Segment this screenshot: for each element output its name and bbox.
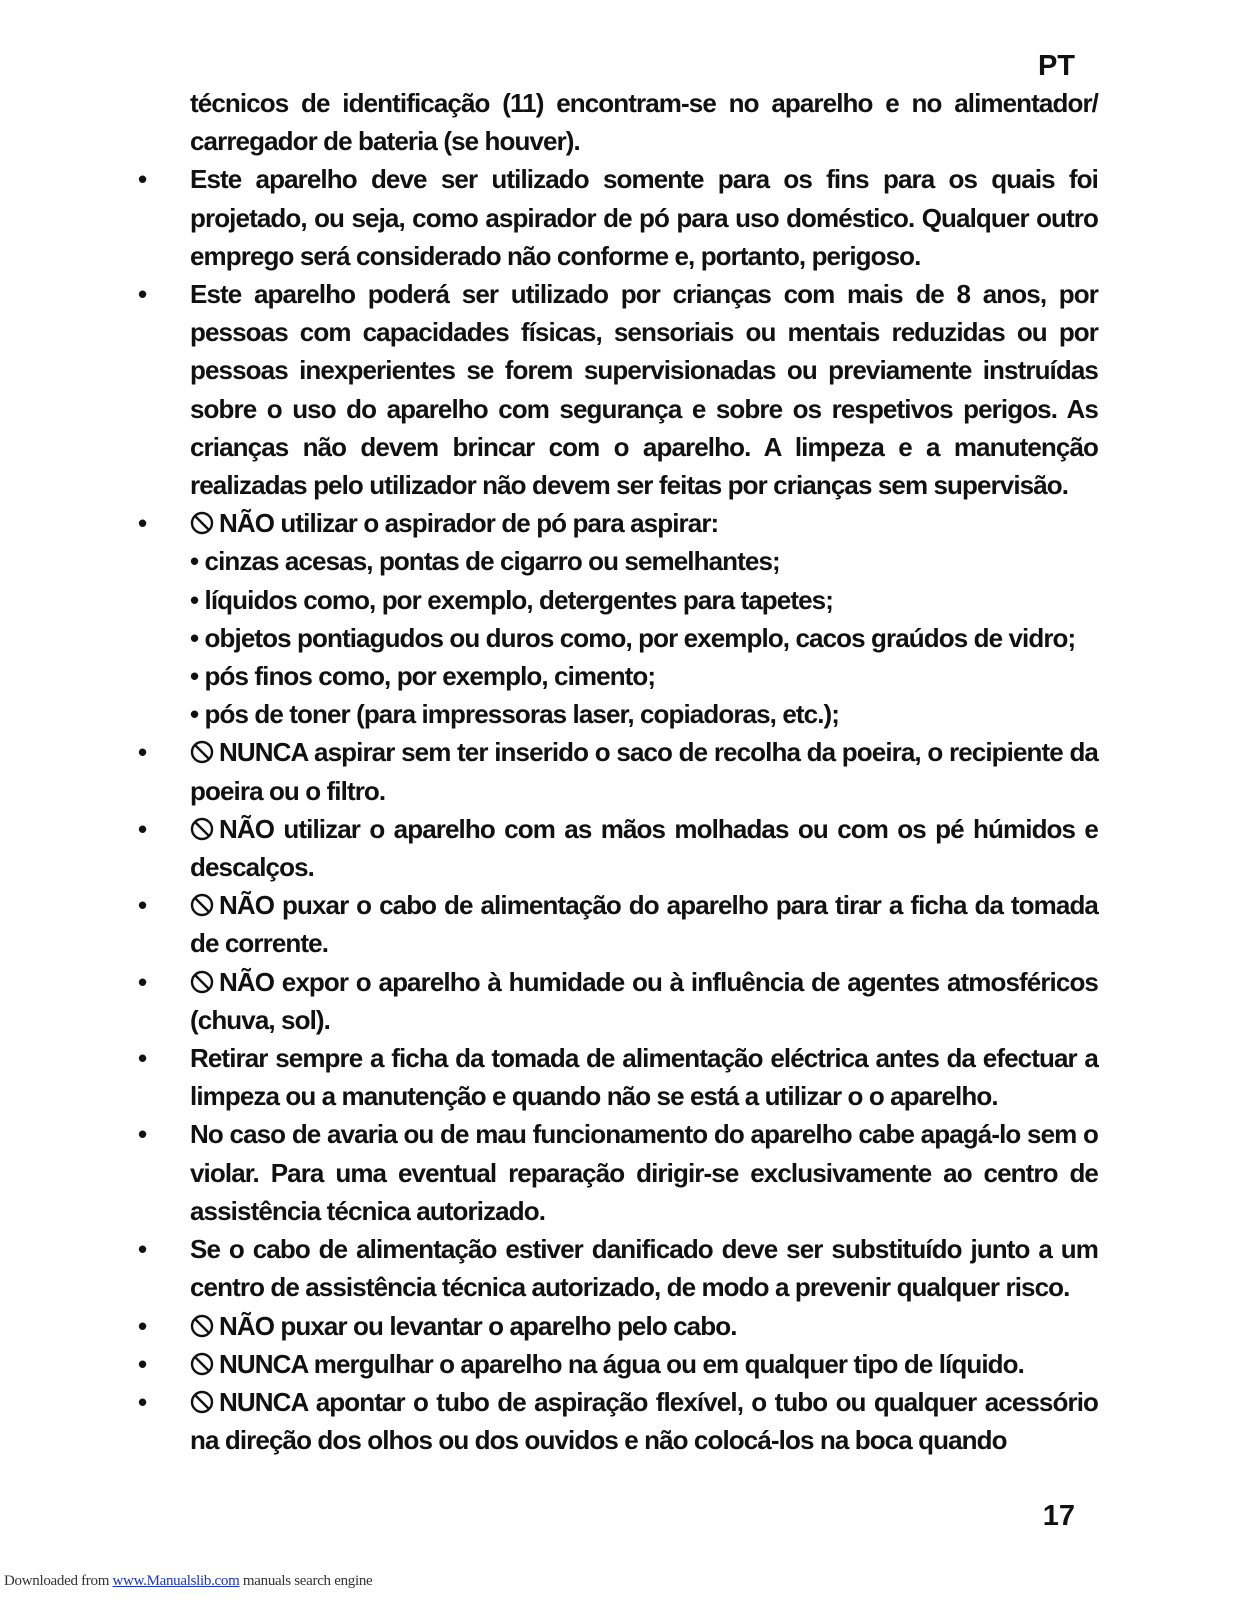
bullet: • [138,164,147,195]
list-item-text: NUNCA mergulhar o aparelho na água ou em qualquer tipo de líquido. [219,1348,1024,1379]
list-item-text: NÃO puxar ou levantar o aparelho pelo cabo. [219,1310,737,1341]
manualslib-link[interactable]: www.Manualslib.com [112,1573,240,1589]
prohibited-icon [190,1390,214,1414]
prohibited-icon [190,511,214,535]
prohibited-icon [190,893,214,917]
bullet: • [138,813,147,844]
list-item-text: Retirar sempre a ficha da tomada de alimentação eléctrica antes da efectuar a limpeza ou a manutenção e quando não se está a utilizar o o aparelho. [190,1043,1098,1112]
list-item-text: NÃO puxar o cabo de alimentação do aparelho para tirar a ficha da tomada de corrente. [190,890,1098,959]
document-body [138,84,1098,1459]
prohibited-icon [190,970,214,994]
prohibited-icon [190,1314,214,1338]
prohibited-icon [190,817,214,841]
bullet: • [138,890,147,921]
list-item [138,160,1098,275]
footer-prefix: Downloaded from [4,1573,113,1589]
prohibited-icon [190,1352,214,1376]
list-item [138,1115,1098,1230]
list-item-warning [138,963,1098,1039]
sub-list [138,542,1098,733]
sub-list-item: • pós finos como, por exemplo, cimento; [190,661,656,692]
bullet: • [138,279,147,310]
list-item-text: Se o cabo de alimentação estiver danificado deve ser substituído junto a um centro de assistência técnica autorizado, de modo a prevenir qualquer risco. [190,1234,1098,1303]
bullet: • [138,737,147,768]
list-item-warning [138,1383,1098,1459]
sub-list-item: • objetos pontiagudos ou duros como, por exemplo, cacos graúdos de vidro; [190,622,1076,653]
list-item-warning [138,886,1098,962]
language-tag: PT [1037,50,1075,82]
bullet: • [138,966,147,997]
list-item-text: No caso de avaria ou de mau funcionamento do aparelho cabe apagá-lo sem o violar. Para uma eventual reparação dirigir-se exclusivamente ao centro de assistência técnica autorizado. [190,1119,1098,1226]
bullet: • [138,1310,147,1341]
bullet: • [138,1119,147,1150]
list-item-text: NUNCA aspirar sem ter inserido o saco de recolha da poeira, o recipiente da poeira ou o filtro. [190,737,1098,806]
sub-list-item: • líquidos como, por exemplo, detergentes para tapetes; [190,584,833,615]
footer-suffix: manuals search engine [239,1573,373,1589]
list-item-warning [138,733,1098,809]
list-item-warning [138,1307,1098,1345]
download-footer [4,1573,372,1590]
list-item-text: NUNCA apontar o tubo de aspiração flexível, o tubo ou qualquer acessório na direção dos olhos ou dos ouvidos e não colocá-los na boca quando [190,1386,1098,1456]
intro-paragraph: técnicos de identificação (11) encontram-se no aparelho e no alimentador/ carregador de bateria (se houver). [190,88,1098,157]
bullet: • [138,1043,147,1074]
bullet: • [138,1348,147,1379]
list-item [138,1039,1098,1115]
list-item-text: Este aparelho poderá ser utilizado por crianças com mais de 8 anos, por pessoas com capacidades físicas, sensoriais ou mentais reduzidas ou por pessoas inexperientes se forem supervisionadas ou previamente instruídas sobre o uso do aparelho com segurança e sobre os respetivos perigos. As crianças não devem brincar com o aparelho. A limpeza e a manutenção realizadas pelo utilizador não devem ser feitas por crianças sem supervisão. [190,279,1098,501]
bullet: • [138,1234,147,1265]
list-item-text: NÃO expor o aparelho à humidade ou à influência de agentes atmosféricos (chuva, sol). [190,966,1098,1035]
bullet: • [138,508,147,539]
list-item-warning [138,810,1098,886]
list-item-text: NÃO utilizar o aspirador de pó para aspirar: [219,508,719,539]
bullet: • [138,1386,147,1417]
list-item [138,275,1098,504]
page-number: 17 [1042,1500,1075,1532]
sub-list-item: • cinzas acesas, pontas de cigarro ou semelhantes; [190,546,780,577]
list-item-text: NÃO utilizar o aparelho com as mãos molhadas ou com os pé húmidos e descalços. [190,813,1098,883]
list-item-text: Este aparelho deve ser utilizado somente para os fins para os quais foi projetado, ou seja, como aspirador de pó para uso doméstico. Qualquer outro emprego será considerado não conforme e, portanto, perigoso. [190,164,1098,271]
list-item-warning [138,1345,1098,1383]
list-item-warning [138,504,1098,542]
prohibited-icon [190,740,214,764]
sub-list-item: • pós de toner (para impressoras laser, copiadoras, etc.); [190,699,840,730]
list-item [138,1230,1098,1306]
